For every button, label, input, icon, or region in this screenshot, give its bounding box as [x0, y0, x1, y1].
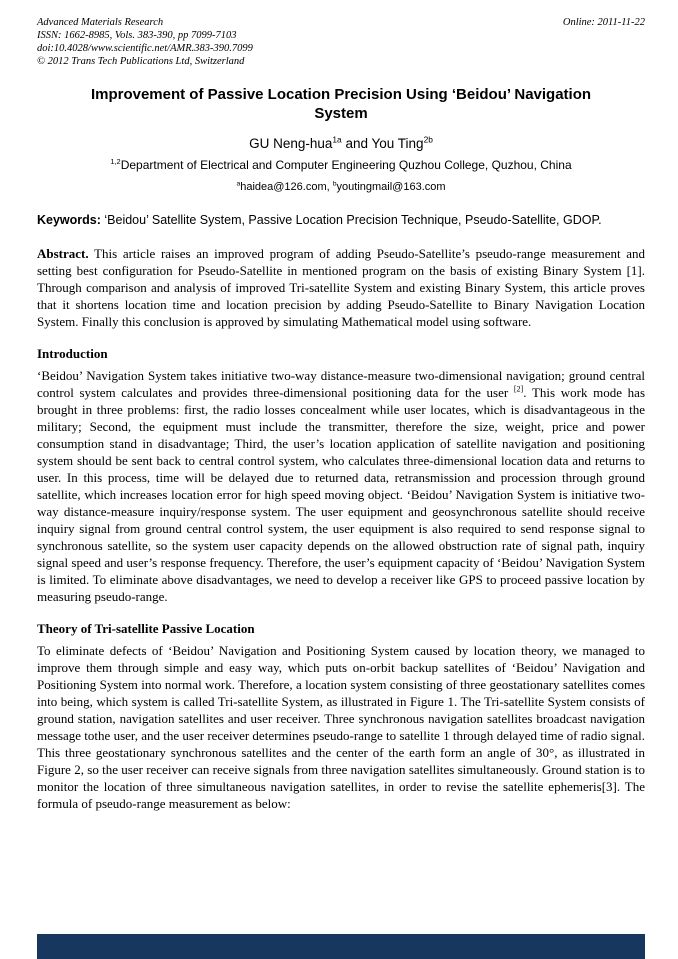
issn-line: ISSN: 1662-8985, Vols. 383-390, pp 7099-7103 [37, 30, 237, 41]
keywords-label: Keywords: [37, 213, 101, 227]
introduction-paragraph [37, 367, 645, 605]
email-a: haidea@126.com, [240, 181, 333, 193]
author-1-superscript: 1a [332, 134, 342, 145]
journal-header-row [37, 16, 645, 29]
affiliation-line [37, 158, 645, 172]
affiliation-superscript: 1,2 [110, 157, 121, 166]
author-2-superscript: 2b [423, 134, 433, 145]
abstract-paragraph [37, 245, 645, 330]
author-name-1: GU Neng-hua [249, 136, 333, 151]
paper-title: Improvement of Passive Location Precision Using ‘Beidou’ Navigation System [90, 86, 592, 122]
doi-line: doi:10.4028/www.scientific.net/AMR.383-390.7099 [37, 43, 253, 54]
introduction-text-part2: . This work mode has brought in three problems: first, the radio losses concealment while user locates, which is disadvantageous in the military; Second, the equipment must include the transmitter, therefore the size, weight, price and power consumption stand in disadvantage; Third, the user’s location application of satellite navigation and positioning system should be sent back to central control system, who calculates three-dimensional location data and returns to user. In this process, time will be delayed due to returned data, retransmission and procession through ground satellite, which increases location error for high speed moving object. ‘Beidou’ Navigation System is initiative two-way distance-measure inquiry/response system. The user equipment and geosynchronous satellite should receive inquiry signal from ground central control system, the user equipment is also required to send response signal to synchronous satellite, so the system user capacity depends on the allowed obstruction rate of signal path, inquiry signal speed and user’s response frequency. Therefore, the user’s equipment capacity of ‘Beidou’ Navigation System is limited. To eliminate above disadvantages, we need to develop a receiver like GPS to proceed passive location by measuring pseudo-range. [37, 385, 646, 604]
footer-bar [37, 934, 645, 959]
authors-line [37, 136, 645, 151]
theory-paragraph: To eliminate defects of ‘Beidou’ Navigation and Positioning System caused by location theory, we managed to improve them through simple and easy way, which puts on-orbit backup satellites of ‘Beidou’ Navigation and Positioning System into normal work. Therefore, a location system consisting of three geostationary satellites comes into being, which system is called Tri-satellite System, as illustrated in Figure 1. The Tri-satellite System consists of ground station, navigation satellites and user receiver. Three synchronous navigation satellites broadcast navigation message tothe user, and the user receiver determines pseudo-range to satellite 1 through delayed time of radio signal. This three geostationary synchronous satellites and the center of the earth form an angle of 30°, as illustrated in Figure 2, so the user receiver can receive signals from three navigation satellites simultaneously. Ground station is to monitor the location of three simultaneous navigation satellites, in order to revise the satellite ephemeris[3]. The formula of pseudo-range measurement as below: [37, 643, 645, 811]
copyright-line: © 2012 Trans Tech Publications Ltd, Switzerland [37, 56, 245, 67]
introduction-heading: Introduction [37, 346, 108, 361]
affiliation-text: Department of Electrical and Computer Engineering Quzhou College, Quzhou, China [120, 158, 572, 172]
abstract-label: Abstract. [37, 246, 89, 261]
online-date: Online: 2011-11-22 [562, 17, 645, 28]
journal-header [37, 16, 645, 68]
introduction-text-part1: ‘Beidou’ Navigation System takes initiative two-way distance-measure two-dimensional navigation; ground central control system calculates and provides three-dimensional positioning data for the user [37, 368, 645, 400]
authors-joiner-and-name-2: and You Ting [341, 136, 424, 151]
keywords-text: ‘Beidou’ Satellite System, Passive Location Precision Technique, Pseudo-Satellite, GDOP. [100, 213, 602, 227]
theory-heading: Theory of Tri-satellite Passive Location [37, 621, 255, 636]
keywords-paragraph [37, 212, 645, 228]
citation-2-superscript: [2] [513, 384, 524, 394]
emails-line [37, 181, 645, 193]
email-b-superscript: b [332, 180, 337, 188]
journal-name: Advanced Materials Research [37, 17, 164, 28]
abstract-text: This article raises an improved program of adding Pseudo-Satellite’s pseudo-range measurement and setting best configuration for Pseudo-Satellite in mentioned program on the basis of existing Binary System [1]. Through comparison and analysis of improved Tri-satellite System and existing Binary System, this article proves that it shortens location time and location precision by adding Pseudo-Satellite to Binary Navigation Location System. Finally this conclusion is approved by simulating Mathematical model using software. [37, 246, 645, 329]
email-a-superscript: a [236, 180, 241, 188]
email-b: youtingmail@163.com [336, 181, 446, 193]
